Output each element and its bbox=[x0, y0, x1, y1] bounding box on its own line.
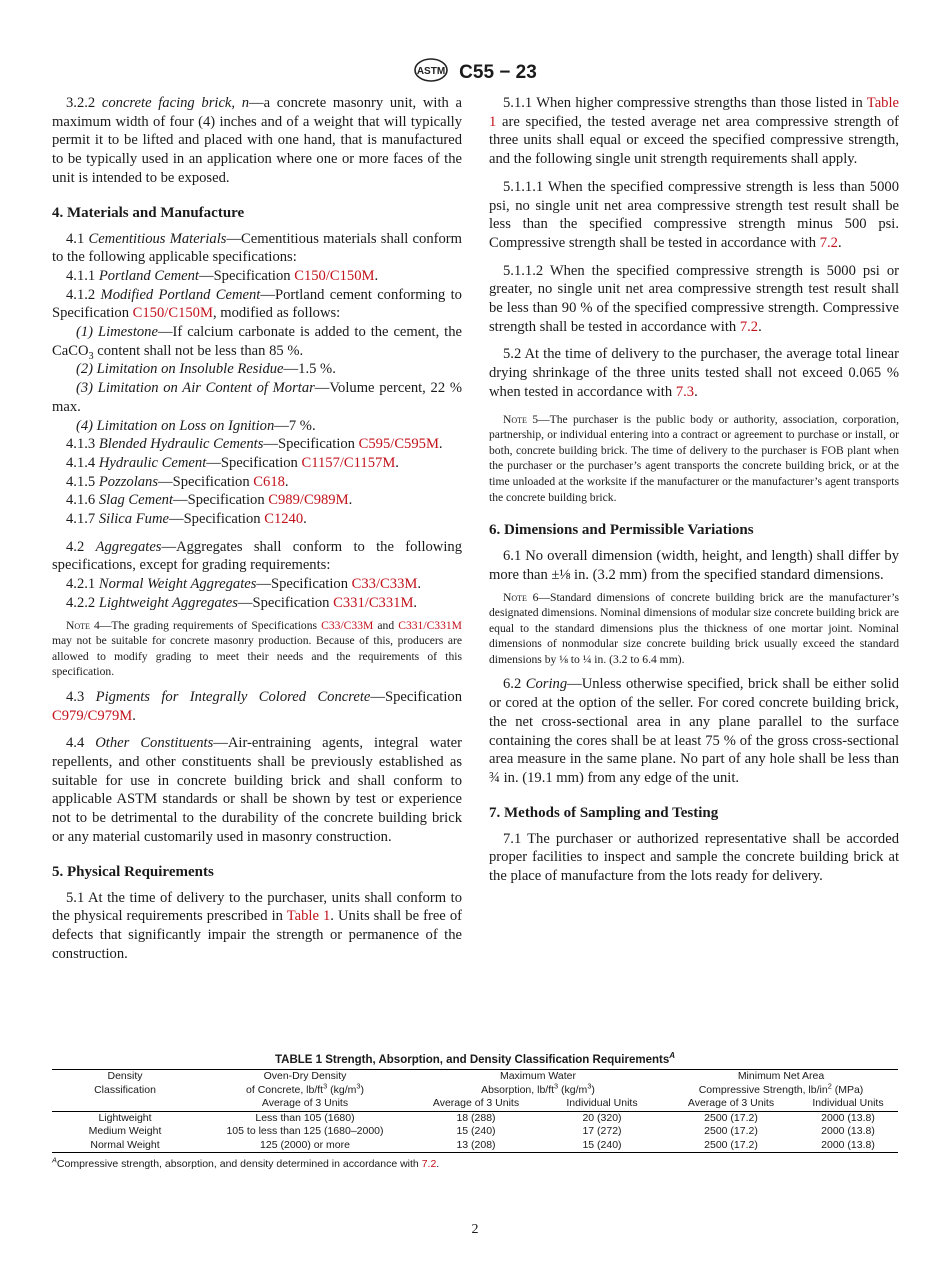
spec-link[interactable]: C331/C331M bbox=[333, 594, 414, 611]
table-link[interactable]: Table 1 bbox=[489, 95, 899, 130]
table-row: Normal Weight 125 (2000) or more 13 (208) 15 (240) 2500 (17.2) 2000 (13.8) bbox=[52, 1139, 898, 1153]
col-header-oven-dry: Oven-Dry Density of Concrete, $lb/ft^3$ $(kg/m^3)$ bbox=[246, 1070, 364, 1096]
spec-link[interactable]: C150/C150M bbox=[294, 267, 375, 284]
section-4-2: 4.2 Aggregates—Aggregates shall conform to the following specifications, except for grading requirements: bbox=[52, 538, 462, 574]
section-4-1-5: 4.1.5 Pozzolans—Specification C618. bbox=[66, 473, 289, 490]
item-limestone: (1) Limestone—If calcium carbonate is added to the cement, the CaCO$_3$ content shall not be less than 85 %. bbox=[52, 324, 462, 362]
sub-header: Average of 3 Units bbox=[261, 1097, 349, 1109]
table-footnote: $^A$Compressive strength, absorption, and density determined in accordance with 7.2. bbox=[52, 1155, 440, 1170]
section-5-heading: 5. Physical Requirements bbox=[52, 863, 214, 880]
svg-text:ASTM: ASTM bbox=[417, 66, 446, 77]
section-7-heading: 7. Methods of Sampling and Testing bbox=[489, 804, 719, 821]
sub-header: Individual Units bbox=[812, 1097, 884, 1109]
sub-header: Individual Units bbox=[566, 1097, 638, 1109]
section-6-heading: 6. Dimensions and Permissible Variations bbox=[489, 522, 754, 539]
section-link[interactable]: 7.2 bbox=[739, 318, 759, 335]
note-6: Note 6—Standard dimensions of concrete building brick are the manufacturer’s designated dimensions. Nominal dimensions of modular size concrete building brick are equal to the standard dimensions plus the thickness of one mortar joint. Nominal dimensions of nonmodular size concrete building brick usually exceed the standard dimensions by ⅛ to ¼ in. (3.2 to 6.4 mm). bbox=[489, 590, 899, 666]
section-6-1: 6.1 No overall dimension (width, height, and length) shall differ by more than ±⅛ in. (3.2 mm) from the specified standard dimensions. bbox=[489, 548, 899, 583]
section-4-1-6: 4.1.6 Slag Cement—Specification C989/C989M. bbox=[66, 492, 353, 509]
section-link[interactable]: 7.2 bbox=[819, 234, 838, 251]
table-link[interactable]: Table 1 bbox=[286, 908, 331, 925]
section-3-2-2: 3.2.2 concrete facing brick, n—a concrete masonry unit, with a maximum width of four (4) inches and of a weight that will typically permit it to be lifted and placed with one hand, that is manufactured to be typically used in an application where one or more faces of the unit is intended to be exposed. bbox=[52, 95, 462, 186]
section-4-1-4: 4.1.4 Hydraulic Cement—Specification C1157/C1157M. bbox=[66, 454, 399, 471]
section-7-1: 7.1 The purchaser or authorized representative shall be accorded proper facilities to inspect and sample the concrete building brick at the place of manufacture from the lots ready for delivery. bbox=[489, 830, 899, 885]
note-5: Note 5—The purchaser is the public body or authority, association, corporation, partnership, or individual entering into a contract or agreement to purchase or install, or both, concrete building brick. The time of delivery to the purchaser is FOB plant when the purchaser or the purchaser’s agent transports the concrete building brick, or at the time unloaded at the worksite if the manufacturer or the manufacturer’s agent transports the concrete building brick. bbox=[489, 412, 899, 504]
spec-link[interactable]: C1157/C1157M bbox=[301, 454, 396, 471]
section-link[interactable]: 7.2 bbox=[421, 1158, 437, 1170]
spec-link[interactable]: C33/C33M bbox=[321, 618, 374, 632]
section-4-1-3: 4.1.3 Blended Hydraulic Cements—Specification C595/C595M. bbox=[66, 436, 443, 453]
page-number: 2 bbox=[471, 1222, 479, 1237]
section-4-1: 4.1 Cementitious Materials—Cementitious materials shall conform to the following applicable specifications: bbox=[52, 230, 462, 266]
section-5-1-1-2: 5.1.1.2 When the specified compressive strength is 5000 psi or greater, no single unit net area compressive strength test result shall be less than 90 % of the specified compressive strength. Compressive strength shall be tested in accordance with 7.2. bbox=[489, 262, 899, 335]
section-4-1-1: 4.1.1 Portland Cement—Specification C150/C150M. bbox=[66, 267, 379, 284]
table-row: Medium Weight 105 to less than 125 (1680–2000) 15 (240) 17 (272) 2500 (17.2) 2000 (13.8) bbox=[88, 1125, 875, 1137]
table-title: TABLE 1 Strength, Absorption, and Density Classification Requirements$^A$ bbox=[274, 1051, 676, 1066]
item-air-content: (3) Limitation on Air Content of Mortar—Volume percent, 22 % max. bbox=[52, 380, 462, 415]
section-4-1-7: 4.1.7 Silica Fume—Specification C1240. bbox=[66, 511, 307, 528]
col-header-water: Maximum Water Absorption, $lb/ft^3$ $(kg/m^3)$ bbox=[481, 1070, 595, 1096]
page-header bbox=[0, 58, 950, 87]
note-4: Note 4—The grading requirements of Specifications C33/C33M and C331/C331M may not be suitable for concrete masonry production. Because of this, producers are allowed to modify grading to meet their needs and the requirements of this specification. bbox=[52, 618, 462, 679]
section-4-heading: 4. Materials and Manufacture bbox=[52, 204, 245, 221]
table-row: Lightweight Less than 105 (1680) 18 (288) 20 (320) 2500 (17.2) 2000 (13.8) bbox=[98, 1111, 875, 1124]
section-5-2: 5.2 At the time of delivery to the purchaser, the average total linear drying shrinkage of the three units tested shall not exceed 0.065 % when tested in accordance with 7.3. bbox=[489, 346, 899, 400]
section-4-2-1: 4.2.1 Normal Weight Aggregates—Specification C33/C33M. bbox=[66, 576, 421, 593]
item-insoluble-residue: (2) Limitation on Insoluble Residue—1.5 %. bbox=[76, 361, 336, 378]
spec-link[interactable]: C595/C595M bbox=[358, 436, 439, 453]
section-6-2: 6.2 Coring—Unless otherwise specified, brick shall be either solid or cored at the option of the seller. For cored concrete building brick, the net cross-sectional area in any plane parallel to the surface containing the cores shall be at least 75 % of the gross cross-sectional area measure in the same plane. No part of any hole shall be less than ¾ in. (19.1 mm) from any edge of the unit. bbox=[489, 676, 899, 786]
left-column bbox=[52, 94, 462, 963]
sub-header: Average of 3 Units bbox=[432, 1097, 520, 1109]
section-link[interactable]: 7.3 bbox=[675, 383, 695, 400]
table-1 bbox=[52, 1051, 898, 1170]
section-4-2-2: 4.2.2 Lightweight Aggregates—Specification C331/C331M. bbox=[66, 594, 418, 611]
spec-link[interactable]: C33/C33M bbox=[351, 576, 418, 593]
spec-link[interactable]: C618 bbox=[253, 473, 285, 490]
item-loss-on-ignition: (4) Limitation on Loss on Ignition—7 %. bbox=[76, 417, 316, 434]
spec-link[interactable]: C1240 bbox=[264, 511, 304, 528]
section-5-1-1: 5.1.1 When higher compressive strengths than those listed in Table 1 are specified, the tested average net area compressive strength of three units shall equal or exceed the specified compressive strength, and the following single unit strength requirements shall apply. bbox=[489, 95, 899, 168]
astm-logo-icon bbox=[413, 58, 449, 87]
section-4-4: 4.4 Other Constituents—Air-entraining agents, integral water repellents, and other constituents shall be previously established as suitable for use in concrete building brick and shall conform to applicable ASTM standards or shall be shown by test or experience not to be detrimental to the durability of the concrete building brick or any material customarily used in masonry construction. bbox=[52, 735, 463, 845]
section-5-1: 5.1 At the time of delivery to the purchaser, units shall conform to the physical requirements prescribed in Table 1. Units shall be free of defects that significantly impair the strength or permanence of the construction. bbox=[52, 889, 462, 962]
col-header-compressive: Minimum Net Area Compressive Strength, $lb/in^2$ (MPa) bbox=[698, 1070, 864, 1096]
section-4-3: 4.3 Pigments for Integrally Colored Concrete—Specification C979/C979M. bbox=[52, 688, 462, 724]
requirements-table bbox=[52, 1069, 898, 1153]
spec-link[interactable]: C150/C150M bbox=[132, 305, 213, 322]
right-column bbox=[489, 94, 899, 886]
spec-link[interactable]: C331/C331M bbox=[398, 618, 462, 632]
col-header-density: Density Classification bbox=[94, 1070, 156, 1096]
section-5-1-1-1: 5.1.1.1 When the specified compressive strength is less than 5000 psi, no single unit net area compressive strength test result shall be less than the specified compressive strength minus 500 psi. Compressive strength shall be tested in accordance with 7.2. bbox=[489, 178, 899, 251]
spec-link[interactable]: C979/C979M bbox=[52, 707, 133, 724]
sub-header: Average of 3 Units bbox=[687, 1097, 775, 1109]
spec-link[interactable]: C989/C989M bbox=[268, 492, 349, 509]
section-4-1-2: 4.1.2 Modified Portland Cement—Portland cement conforming to Specification C150/C150M, modified as follows: bbox=[52, 286, 462, 322]
document-id: C55 − 23 bbox=[459, 61, 537, 83]
